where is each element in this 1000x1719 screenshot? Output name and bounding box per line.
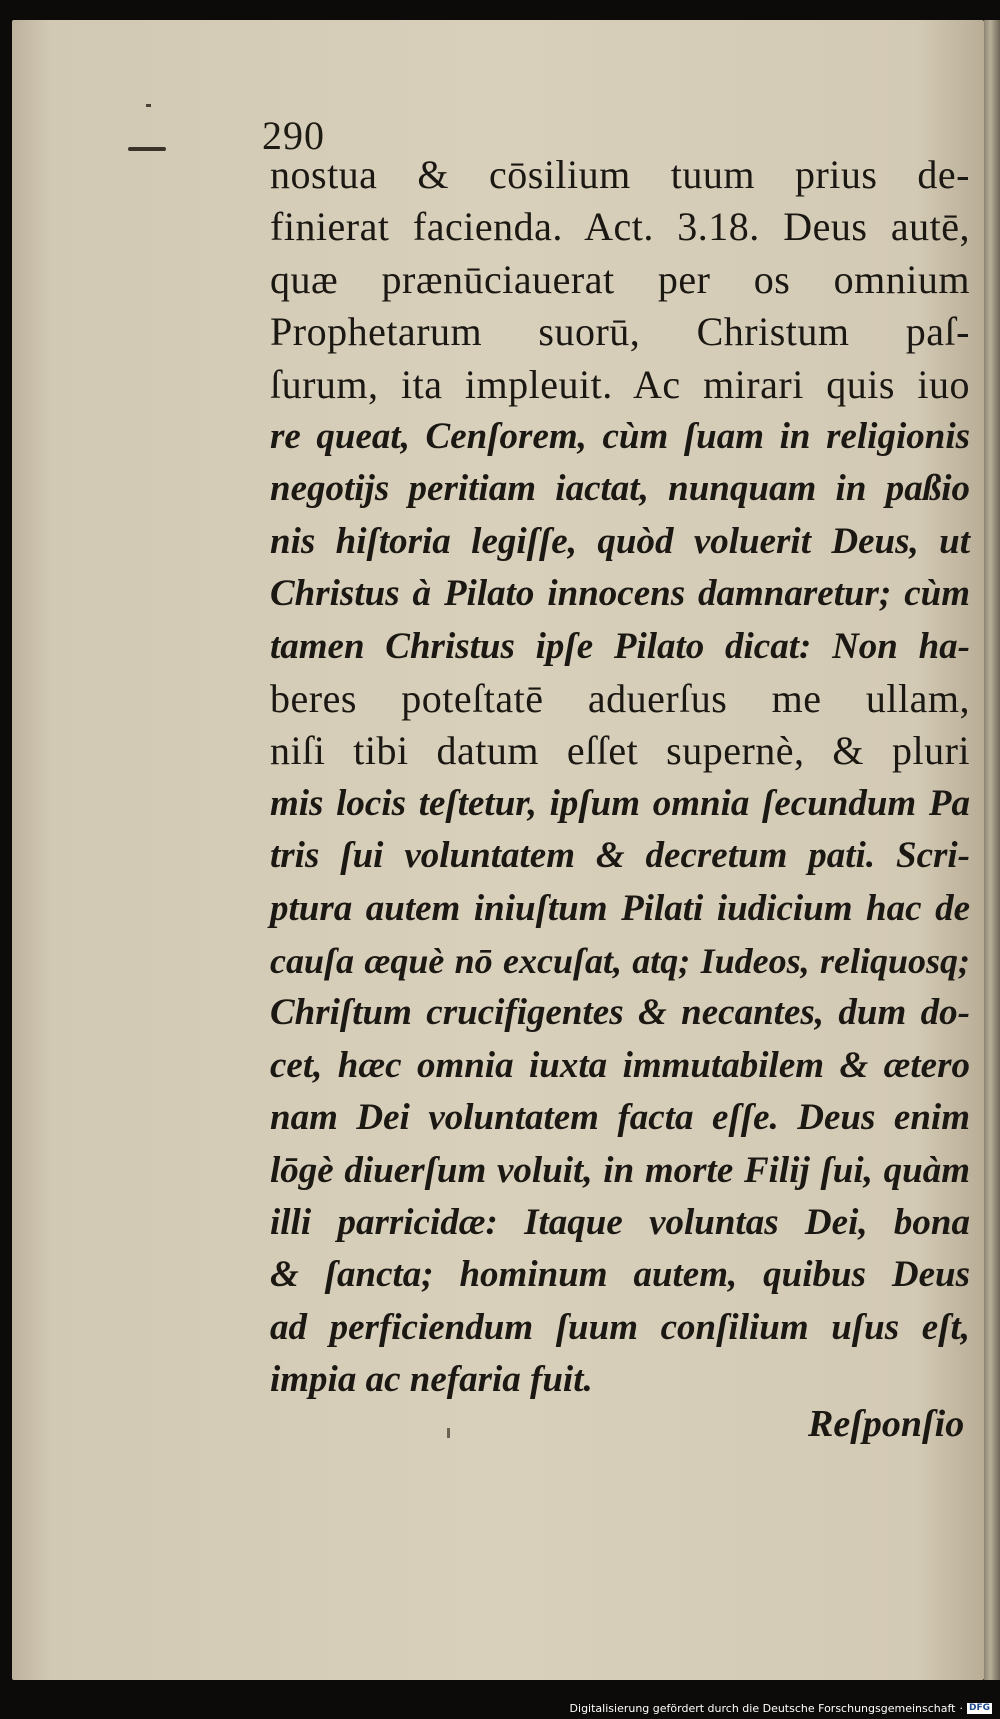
text-line: ad perficiendum ſuum conſilium uſus eſt, xyxy=(270,1306,970,1348)
text-line: mis locis teſtetur, ipſum omnia ſecundum Pa xyxy=(270,782,970,824)
text-line: illi parricidæ: Itaque voluntas Dei, bona xyxy=(270,1202,970,1243)
text-line: negotijs peritiam iactat, nunquam in paßio xyxy=(270,468,970,510)
text-line: ptura autem iniuſtum Pilati iudicium hac de xyxy=(270,887,970,929)
footer-separator: · xyxy=(959,1702,963,1715)
dfg-logo: DFG xyxy=(968,1703,990,1713)
margin-speck xyxy=(146,104,151,107)
text-line: Christus à Pilato innocens damnaretur; cùm xyxy=(270,573,970,615)
text-line: Prophetarum suorū, Christum paſ- xyxy=(270,309,970,355)
text-line: cet, hæc omnia iuxta immutabilem & ætero xyxy=(270,1044,970,1086)
page-edge xyxy=(984,20,1000,1680)
text-line: nam Dei voluntatem facta eſſe. Deus enim xyxy=(270,1097,970,1139)
text-line: re queat, Cenſorem, cùm ſuam in religionis xyxy=(270,416,970,457)
text-line: impia ac nefaria fuit. xyxy=(270,1359,593,1401)
text-line: cauſa æquè nō excuſat, atq; Iudeos, reliquosq; xyxy=(270,941,970,981)
text-line: lōgè diuerſum voluit, in morte Filij ſui, quàm xyxy=(270,1149,970,1191)
text-line: beres poteſtatē aduerſus me ullam, xyxy=(270,676,970,721)
text-line: Chriſtum crucifigentes & necantes, dum do- xyxy=(270,992,970,1034)
margin-mark xyxy=(128,147,166,151)
text-line: finierat facienda. Act. 3.18. Deus autē, xyxy=(270,204,970,250)
text-line: & ſancta; hominum autem, quibus Deus xyxy=(270,1254,970,1296)
text-line: niſi tibi datum eſſet supernè, & pluri xyxy=(270,728,970,774)
digitization-footer xyxy=(570,1702,992,1715)
ink-speck xyxy=(447,1428,450,1438)
text-line: tris ſui voluntatem & decretum pati. Scri- xyxy=(270,835,970,877)
text-line: tamen Christus ipſe Pilato dicat: Non ha- xyxy=(270,625,970,667)
catchword: Reſponſio xyxy=(808,1403,965,1445)
footer-credit: Digitalisierung gefördert durch die Deutsche Forschungsgemeinschaft xyxy=(569,1702,956,1715)
text-line: nis hiſtoria legiſſe, quòd voluerit Deus, ut xyxy=(270,520,970,562)
page-number: 290 xyxy=(262,113,325,158)
text-line: ſurum, ita impleuit. Ac mirari quis iuo xyxy=(270,361,970,407)
text-line: quæ prænūciauerat per os omnium xyxy=(270,256,970,302)
text-line: nostua & cōsilium tuum prius de- xyxy=(270,152,970,197)
